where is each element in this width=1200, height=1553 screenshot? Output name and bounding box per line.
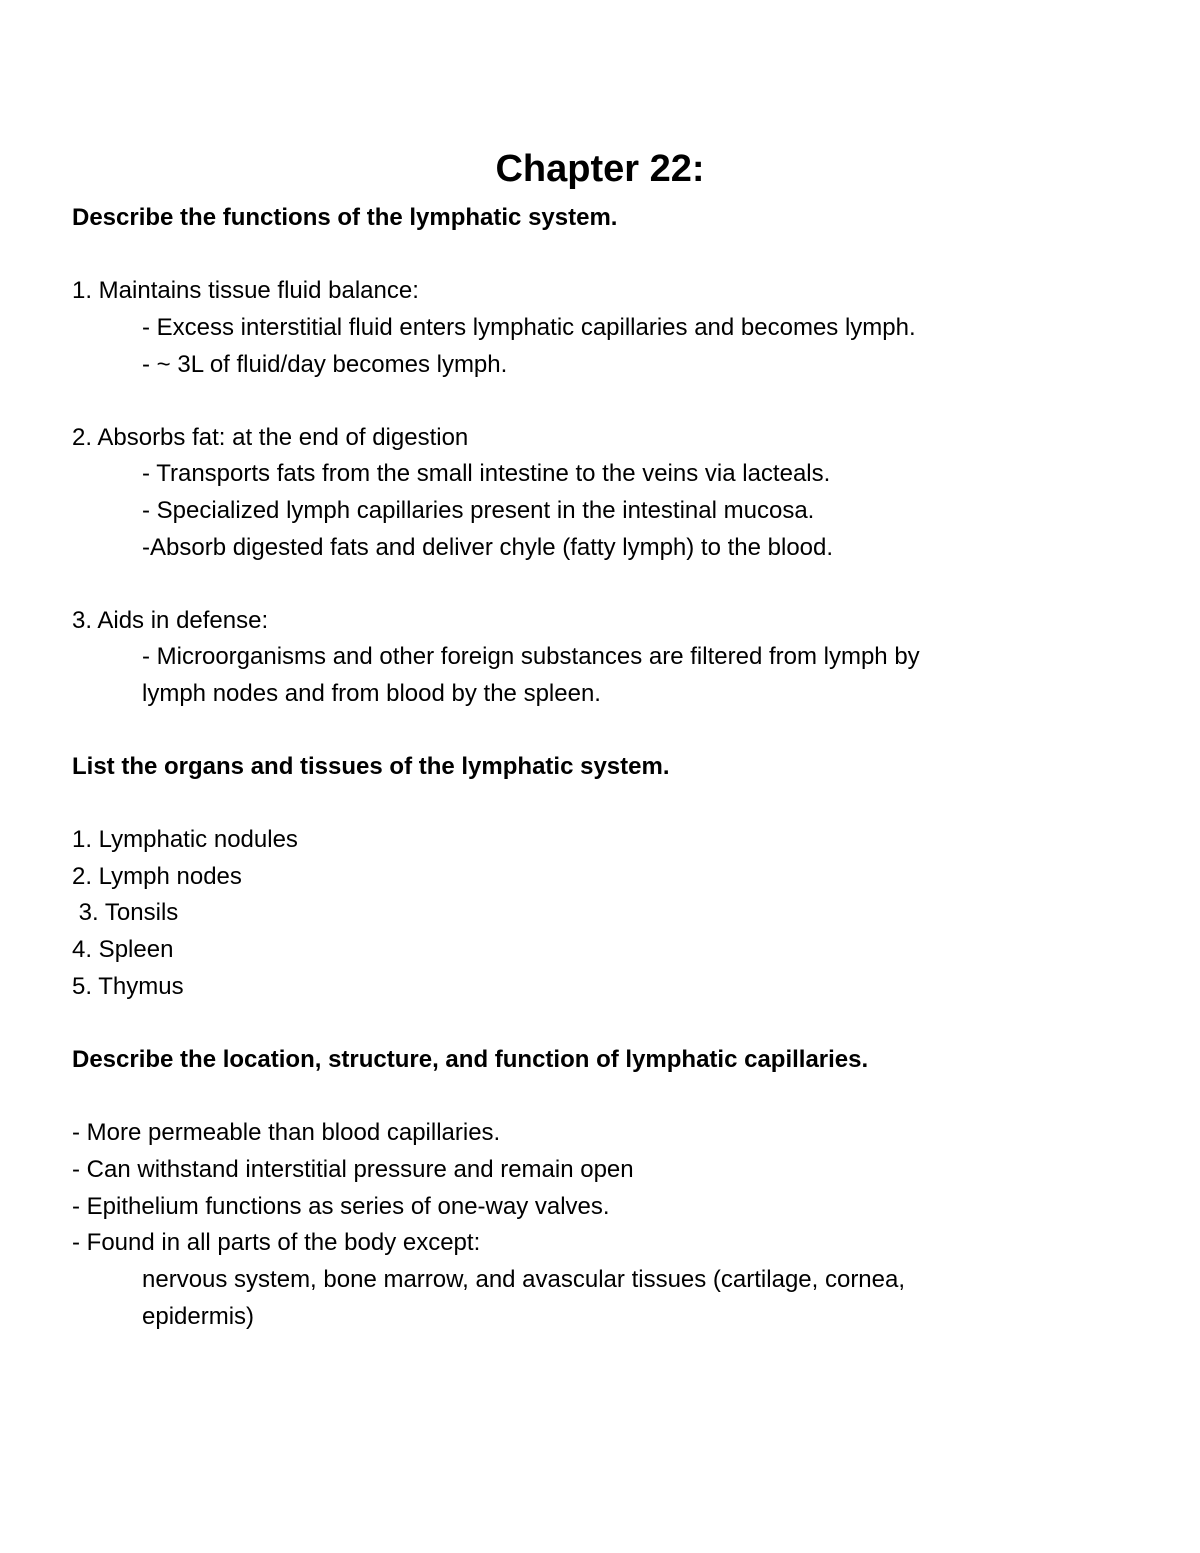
list-item: 3. Aids in defense: <box>72 607 269 634</box>
list-subitem: -Absorb digested fats and deliver chyle (fatty lymph) to the blood. <box>142 534 834 561</box>
list-subitem: nervous system, bone marrow, and avascular tissues (cartilage, cornea, <box>142 1266 906 1293</box>
list-item: - More permeable than blood capillaries. <box>72 1119 501 1146</box>
list-subitem: - Specialized lymph capillaries present in the intestinal mucosa. <box>142 497 815 524</box>
list-item: 2. Absorbs fat: at the end of digestion <box>72 424 469 451</box>
list-item: - Epithelium functions as series of one-way valves. <box>72 1193 610 1220</box>
list-item: - Found in all parts of the body except: <box>72 1229 481 1256</box>
list-subitem-continuation: epidermis) <box>142 1303 255 1330</box>
list-item: 2. Lymph nodes <box>72 863 242 890</box>
list-item: 1. Lymphatic nodules <box>72 826 298 853</box>
section-heading-capillaries: Describe the location, structure, and function of lymphatic capillaries. <box>72 1046 869 1073</box>
list-subitem: - ~ 3L of fluid/day becomes lymph. <box>142 351 508 378</box>
list-item: - Can withstand interstitial pressure and remain open <box>72 1156 634 1183</box>
list-item: 5. Thymus <box>72 973 184 1000</box>
page-title: Chapter 22: <box>495 148 705 190</box>
list-subitem-continuation: lymph nodes and from blood by the spleen. <box>142 680 601 707</box>
list-subitem: - Microorganisms and other foreign substances are filtered from lymph by <box>142 643 920 670</box>
list-item: 1. Maintains tissue fluid balance: <box>72 277 419 304</box>
list-subitem: - Transports fats from the small intestine to the veins via lacteals. <box>142 460 831 487</box>
section-heading-organs: List the organs and tissues of the lymphatic system. <box>72 753 670 780</box>
list-subitem: - Excess interstitial fluid enters lymphatic capillaries and becomes lymph. <box>142 314 916 341</box>
list-item: 3. Tonsils <box>72 899 179 926</box>
list-item: 4. Spleen <box>72 936 174 963</box>
section-heading-functions: Describe the functions of the lymphatic system. <box>72 204 618 231</box>
